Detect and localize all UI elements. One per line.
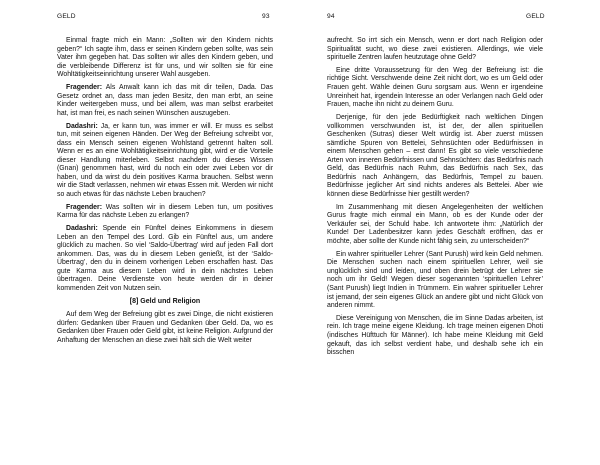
- left-page-body: [57, 37, 273, 350]
- speaker-label: Dadashri:: [66, 225, 98, 233]
- speaker-label: Fragender:: [66, 84, 102, 92]
- running-head-left: GELD: [57, 13, 76, 20]
- paragraph: Ein wahrer spiritueller Lehrer (Sant Purush) wird kein Geld nehmen. Die Menschen suchen nach einem spirituellen Lehrer, weil sie unglücklich sind und leiden, und oben drein betrügt der Lehrer sie noch um ihr Geld! Wegen dieser sogenannten ‘spirituellen Lehrer’ (Sant Purush) liegt Indien in Trümmern. Ein wahrer spiritueller Lehrer ist jemand, der sein eigenes Glück an andere gibt und nicht Glück von anderen nimmt.: [327, 250, 543, 310]
- page-number-left: 93: [262, 13, 270, 20]
- paragraph: Derjenige, für den jede Bedürftigkeit nach weltlichen Dingen vollkommen verschwunden ist, ist der, der allen spirituellen Geschenken (Sutras) dieser Welt würdig ist. Aber zuerst müssen sämtliche Spuren von Bettelei, Sehnsüchten oder Bedürfnissen in einem Menschen gehen – erst dann! Es gibt so viele verschiedene Arten von inneren Bedürfnissen und Sehnsüchten: das Bedürfnis nach Geld, das Bedürfnis nach Ruhm, das Bedürfnis nach Sex, das Bedürfnis nach Anhängern, das Bedürfnis, Tempel zu bauen. Bedürfnisse jeglicher Art sind nichts anderes als Bettelei. Aber wie können diese Bedürfnisse hier gestillt werden?: [327, 113, 543, 198]
- paragraph: Einmal fragte mich ein Mann: „Sollten wir den Kindern nichts geben?“ Ich sagte ihm, dass er seinen Kindern geben sollte, was sein Vater ihm gegeben hat. Das sollten wir alles den Kindern geben, und die verbleibende Differenz ist für uns, und wir sollten sie für eine Wohltätigkeitseinrichtung unserer Wahl ausgeben.: [57, 37, 273, 79]
- paragraph: Diese Vereinigung von Menschen, die im Sinne Dadas arbeiten, ist rein. Ich trage meine eigene Kleidung. Ich trage meinen eigenen Dhoti (indisches Hüfttuch für Männer). Ich habe meine Kleidung mit Geld gekauft, das ich selbst verdient habe, und deshalb sehe ich ein bisschen: [327, 314, 543, 357]
- right-page: [300, 0, 600, 465]
- paragraph: Dadashri: Spende ein Fünftel deines Einkommens in diesem Leben an den Tempel des Lord. Gib ein Fünftel aus, um andere glücklich zu machen. So viel ‘Saldo-Übertrag’ wird auf jeden Fall dort ankommen. Das, was du in diesem Leben genießt, ist der ‘Saldo-Übertrag’, den du in deinem vorherigen Leben erschaffen hast. Das gute Karma aus diesem Leben wird in dein nächstes Leben übertragen. Deine Verdienste von heute werden dir in deiner kommenden Zeit von Nutzen sein.: [57, 225, 273, 292]
- paragraph: Eine dritte Voraussetzung für den Weg der Befreiung ist: die richtige Sicht. Verschwende deine Zeit nicht dort, wo es um Geld oder Frauen geht. Wähle deinen Guru sorgsam aus. Wenn er irgendeine Unreinheit hat, irgendein Interesse an oder Verlangen nach Geld oder Frauen, mache ihn nicht zu deinem Guru.: [327, 66, 543, 109]
- running-head-right: GELD: [526, 13, 545, 20]
- paragraph: Fragender: Was sollten wir in diesem Leben tun, um positives Karma für das nächste Leben zu erlangen?: [57, 203, 273, 220]
- right-page-body: [327, 37, 543, 362]
- paragraph: Im Zusammenhang mit diesen Angelegenheiten der weltlichen Gurus fragte mich einmal ein Mann, ob es der Kunde oder der Verkäufer sei, der Schuld habe. Ich antwortete ihm: „Natürlich der Kunde! Der Ladenbesitzer kann jedes Geschäft eröffnen, das er möchte, aber sollte der Kunde nicht fähig sein, zu unterscheiden?“: [327, 203, 543, 245]
- paragraph: Fragender: Als Anwalt kann ich das mit dir teilen, Dada. Das Gesetz ordnet an, dass man jeden Besitz, den man erbt, an seine Kinder weitergeben muss, und bei allem, was man selbst erarbeitet hat, ist man frei, es nach seinen Wünschen auszugeben.: [57, 84, 273, 117]
- paragraph: Auf dem Weg der Befreiung gibt es zwei Dinge, die nicht existieren dürfen: Gedanken über Frauen und Gedanken über Geld. Da, wo es Gedanken über Frauen oder Geld gibt, ist keine Religion. Aufgrund der Anhaftung der Menschen an diese zwei hält sich die Welt weiter: [57, 311, 273, 344]
- paragraph: aufrecht. So irrt sich ein Mensch, wenn er dort nach Religion oder Spiritualität sucht, wo diese zwei existieren. Allerdings, wie viele spirituelle Zentren laufen heutzutage ohne Geld?: [327, 37, 543, 62]
- page-number-right: 94: [327, 13, 335, 20]
- section-heading: [8] Geld und Religion: [129, 297, 201, 305]
- speaker-label: Fragender:: [66, 203, 102, 211]
- speaker-label: Dadashri:: [66, 122, 98, 130]
- paragraph: Dadashri: Ja, er kann tun, was immer er will. Er muss es selbst tun, mit seinen eigenen Händen. Der Weg der Befreiung schreibt vor, dass ein Mensch seinen eigenen Wohlstand getrennt halten soll. Wenn er es an eine Wohltätigkeitseinrichtung gibt, wird er die Vorteile dieser Handlung miterleben. Selbst nachdem du dieses Wissen (Gnan) genommen hast, wird du noch ein oder zwei Leben vor dir haben, und da wirst du dein positives Karma brauchen. Selbst wenn wir die Stadt verlassen, nehmen wir etwas Essen mit. Werden wir nicht so auch etwas für das nächste Leben brauchen?: [57, 122, 273, 198]
